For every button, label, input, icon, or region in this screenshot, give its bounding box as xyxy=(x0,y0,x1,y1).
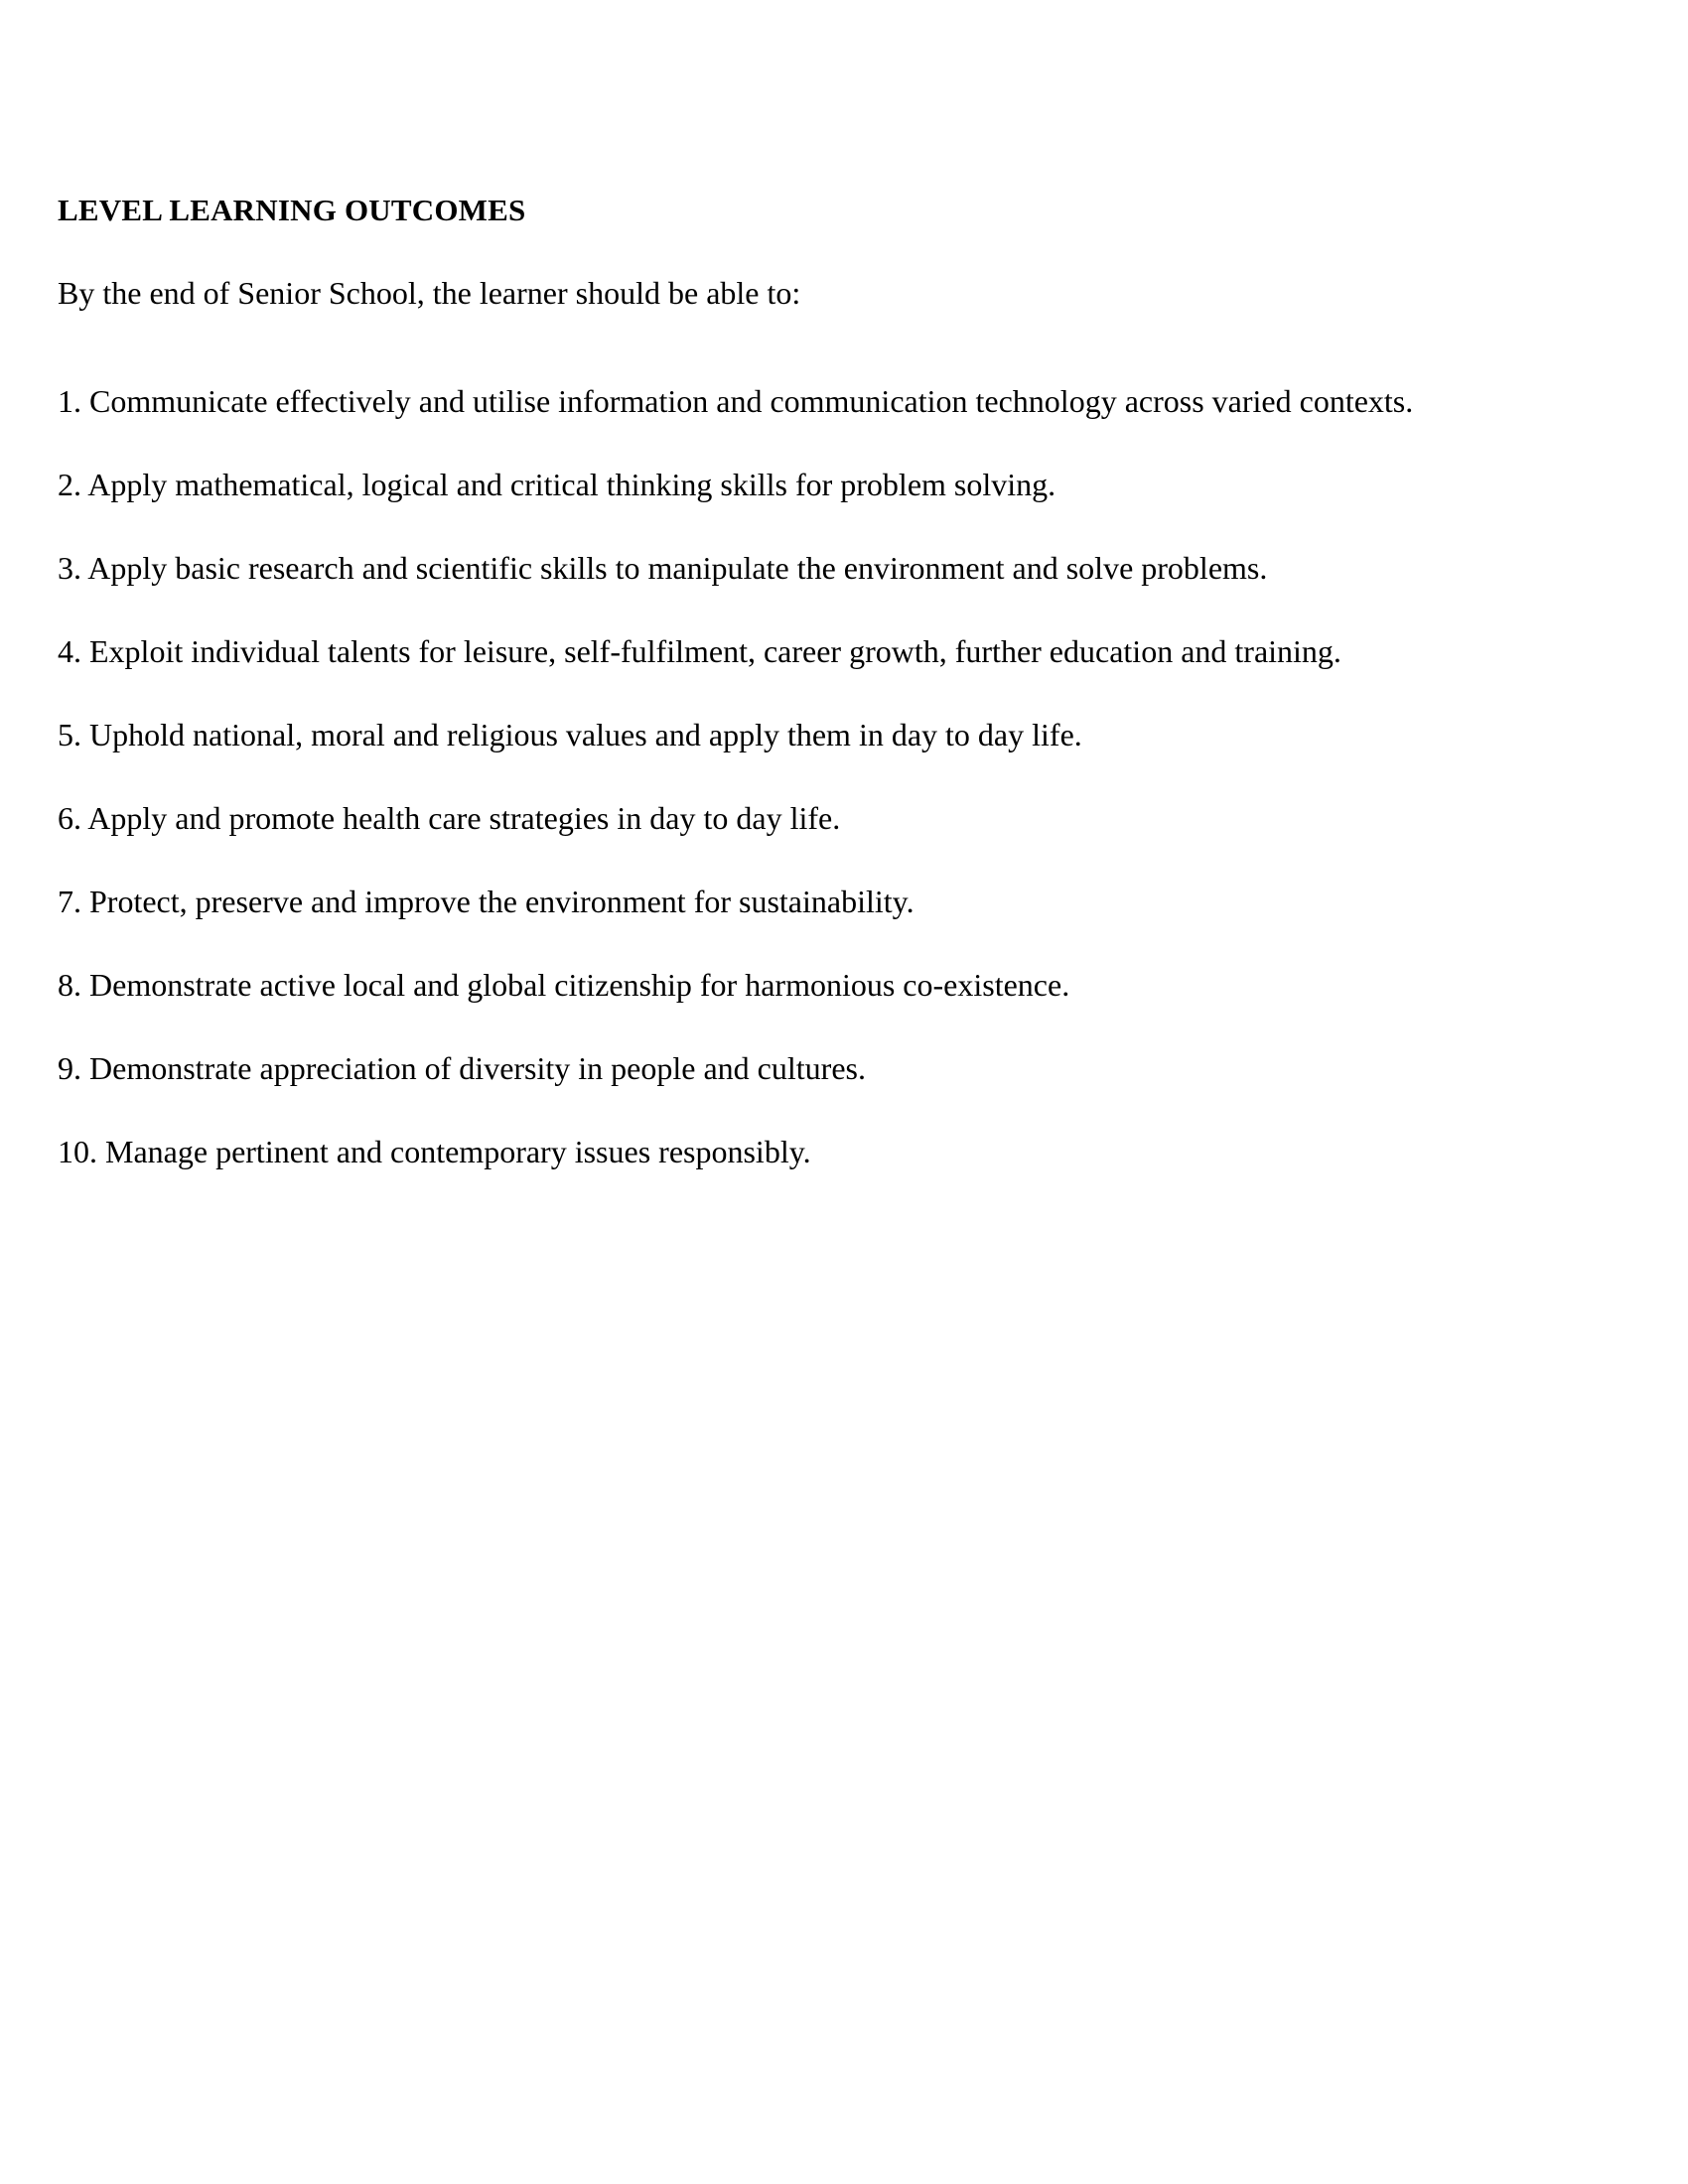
learning-outcomes-list xyxy=(58,359,1618,1193)
page-title: LEVEL LEARNING OUTCOMES xyxy=(58,193,526,227)
intro-paragraph: By the end of Senior School, the learner should be able to: xyxy=(58,275,801,311)
list-item: 10. Manage pertinent and contemporary issues responsibly. xyxy=(58,1134,811,1169)
list-item: 6. Apply and promote health care strategies in day to day life. xyxy=(58,800,841,836)
list-item: 4. Exploit individual talents for leisure, self-fulfilment, career growth, further education and training. xyxy=(58,633,1341,669)
list-item: 2. Apply mathematical, logical and critical thinking skills for problem solving. xyxy=(58,467,1056,502)
list-item: 7. Protect, preserve and improve the environment for sustainability. xyxy=(58,884,914,919)
list-item: 8. Demonstrate active local and global citizenship for harmonious co-existence. xyxy=(58,967,1070,1003)
list-item: 9. Demonstrate appreciation of diversity in people and cultures. xyxy=(58,1050,866,1086)
list-item: 1. Communicate effectively and utilise information and communication technology across varied contexts. xyxy=(58,383,1414,419)
list-item: 3. Apply basic research and scientific skills to manipulate the environment and solve problems. xyxy=(58,550,1268,586)
list-item: 5. Uphold national, moral and religious values and apply them in day to day life. xyxy=(58,717,1082,752)
